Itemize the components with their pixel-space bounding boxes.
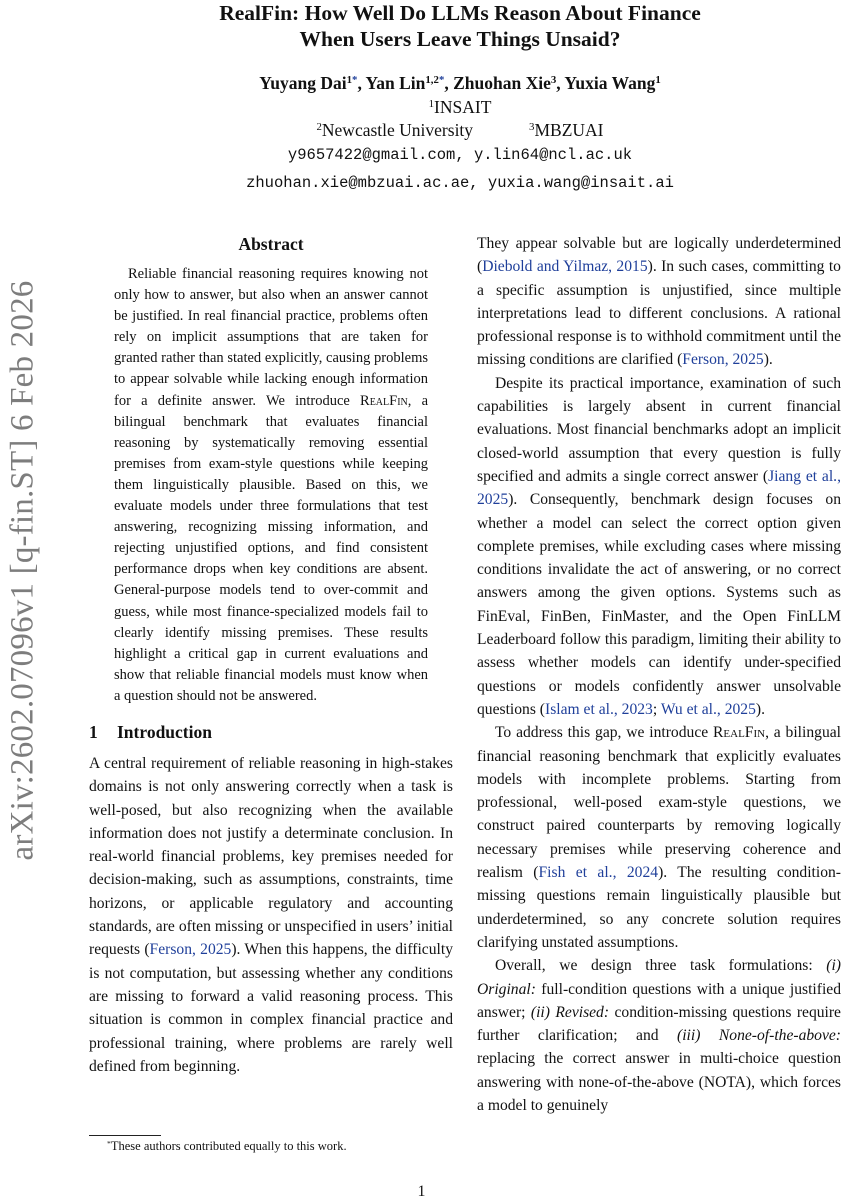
section-title: Introduction: [117, 721, 212, 742]
author-affiliation-mark: 1: [655, 74, 661, 87]
author-name: Zhuohan Xie: [453, 73, 551, 93]
citation-link[interactable]: Islam et al., 2023: [545, 700, 653, 718]
paper-title: [60, 0, 843, 52]
author-name: Yan Lin: [365, 73, 426, 93]
citation-link[interactable]: Fish et al., 2024: [538, 864, 659, 882]
equal-contribution-mark[interactable]: *: [438, 74, 445, 87]
citation-link[interactable]: Jiang et al., 2025: [477, 467, 841, 509]
affiliation-name: MBZUAI: [534, 120, 604, 140]
intro-paragraph-2: Despite its practical importance, examination of such capabilities is largely absent in current financial evaluations. Most financial benchmarks adopt an implicit closed-world assumption that every question is fully specified and admits a single correct answer (Jiang et al., 2025). Consequently, benchmark design focuses on whether a model can select the correct option given complete premises, while excluding cases where missing conditions invalidate the act of answering, or no correct answers among the given options. Systems such as FinEval, FinBen, FinMaster, and the Open FinLLM Leaderboard follow this paradigm, limiting their ability to assess whether models can identify under-specified questions or models confidently answer unsolvable questions (Islam et al., 2023; Wu et al., 2025).: [477, 374, 841, 718]
abstract-heading: Abstract: [238, 234, 304, 254]
arxiv-side-stamp: [0, 250, 46, 890]
affiliation-name: INSAIT: [434, 97, 492, 117]
footnote-rule: [89, 1135, 161, 1136]
task-original: (i) Original:: [477, 957, 841, 998]
arxiv-identifier: arXiv:2602.07096v1 [q-fin.ST] 6 Feb 2026: [4, 280, 41, 860]
intro-paragraph-3: To address this gap, we introduce RealFin, a bilingual financial reasoning benchmark that explicitly evaluates models with incomplete problems. Starting from professional, well-posed exam-style questions, we construct paired counterparts by removing logically necessary premises while preserving coherence and realism (Fish et al., 2024). The resulting condition-missing questions remain linguistically plausible but underdetermined, so any concrete solution requires clarifying unstated assumptions.: [477, 724, 841, 951]
citation-link[interactable]: Wu et al., 2025: [660, 700, 756, 718]
author-affiliation-mark: 3: [550, 74, 557, 87]
task-revised: (ii) Revised:: [530, 1003, 610, 1021]
right-column: [477, 232, 841, 1117]
affiliation-1: [60, 96, 843, 118]
title-line-2: When Users Leave Things Unsaid?: [299, 27, 621, 51]
abstract-body: Reliable financial reasoning requires knowing not only how to answer, but also when an answer cannot be justified. In real financial practice, problems often rely on implicit assumptions that are taken for granted rather than stated explicitly, causing problems to appear solvable while lacking enough information for a definite answer. We introduce RealFin, a bilingual benchmark that evaluates financial reasoning by systematically removing essential premises from exam-style questions while keeping them linguistically plausible. Based on this, we evaluate models under three formulations that test answering, recognizing missing information, and rejecting unjustified options, and find consistent performance drops when key conditions are absent. General-purpose models tend to over-commit and guess, while most finance-specialized models fail to clearly identify missing premises. These results highlight a critical gap in current evaluations and show that reliable financial models must know when a question should not be answered.: [114, 266, 429, 704]
affiliation-name: Newcastle University: [321, 120, 474, 140]
footnote-text: These authors contributed equally to this work.: [110, 1139, 347, 1153]
title-line-1: RealFin: How Well Do LLMs Reason About Finance: [219, 1, 701, 25]
author-name: Yuyang Dai: [259, 73, 347, 93]
citation-link[interactable]: Diebold and Yilmaz, 2015: [482, 258, 648, 276]
email-line-2: zhuohan.xie@mbzuai.ac.ae, yuxia.wang@insait.ai: [246, 174, 674, 192]
intro-paragraph-1: A central requirement of reliable reasoning in high-stakes domains is not only answering correctly when a task is well-posed, but also recognizing when the available information does not justify a determinate conclusion. In real-world financial problems, key premises needed for decision-making, such as assumptions, constraints, time horizons, or applicable regulatory and accounting standards, are often missing or unspecified in users’ initial requests (Ferson, 2025). When this happens, the difficulty is not computation, but assessing whether any conditions are missing to forward a valid reasoning process. This situation is common in complex financial practice and professional training, where problems are rarely well defined from beginning.: [89, 754, 453, 1075]
affiliation-mark: 2: [316, 121, 322, 134]
email-line-1: y9657422@gmail.com, y.lin64@ncl.ac.uk: [287, 146, 633, 164]
section-heading-introduction: [89, 720, 453, 744]
section-number: 1: [89, 721, 98, 742]
affiliation-mark: 1: [428, 98, 435, 111]
author-affiliation-mark: 1,2: [425, 74, 439, 87]
citation-link[interactable]: Ferson, 2025: [149, 941, 232, 959]
intro-paragraph-1-continued: They appear solvable but are logically underdetermined (Diebold and Yilmaz, 2015). In such cases, committing to a specific assumption is unjustified, since multiple interpretations lead to different conclusions. A rational professional response is to withhold commitment until the missing conditions are clarified (Ferson, 2025).: [477, 235, 841, 369]
footnote: [89, 1138, 453, 1154]
affiliation-mark: 3: [529, 121, 535, 134]
author-affiliation-mark: 1: [346, 74, 353, 87]
footnote-mark: *: [107, 1138, 111, 1148]
benchmark-name: RealFin: [360, 392, 408, 409]
author-name: Yuxia Wang: [564, 73, 656, 93]
author-list: Yuyang Dai$^{1*}$, Yan Lin$^{1,2*}$, Zhuohan Xie$^3$, Yuxia Wang$^1$: [259, 73, 661, 93]
citation-link[interactable]: Ferson, 2025: [682, 351, 764, 369]
benchmark-name: RealFin: [713, 724, 766, 742]
left-column: [89, 232, 453, 1078]
page-number: 1: [417, 1183, 426, 1200]
intro-paragraph-4: Overall, we design three task formulations: (i) Original: full-condition questions with a unique justified answer; (ii) Revised: condition-missing questions require further clarification; and (iii) None-of-the-above: replacing the correct answer in multi-choice question answering with none-of-the-above (NOTA), which forces a model to genuinely: [477, 957, 841, 1114]
affiliation-2-3: [60, 119, 843, 141]
task-nota: (iii) None-of-the-above:: [677, 1027, 841, 1045]
equal-contribution-mark[interactable]: *: [352, 74, 358, 87]
